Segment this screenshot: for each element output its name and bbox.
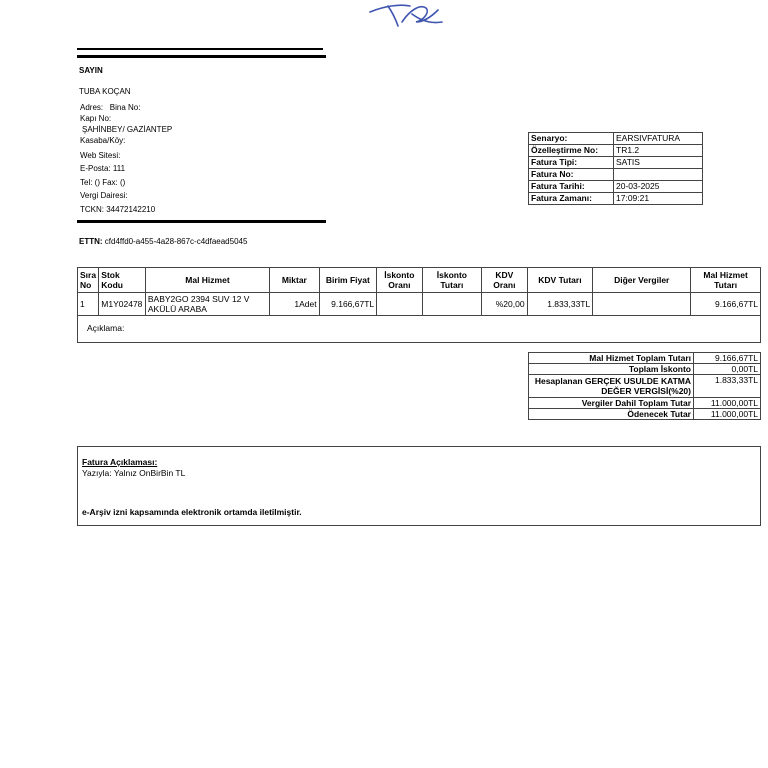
total-value: 11.000,00TL xyxy=(694,398,761,409)
total-key: Mal Hizmet Toplam Tutarı xyxy=(529,353,694,364)
total-value: 11.000,00TL xyxy=(694,409,761,420)
buyer-kapi: Kapı No: xyxy=(80,114,112,123)
info-key: Fatura Tarihi: xyxy=(529,181,614,193)
ettn-value: cfd4ffd0-a455-4a28-867c-c4dfaead5045 xyxy=(104,237,248,246)
cell-diger-vergiler xyxy=(593,293,691,316)
cell-kdv-tutari: 1.833,33TL xyxy=(527,293,593,316)
info-key: Fatura No: xyxy=(529,169,614,181)
cell-mal-hizmet: BABY2GO 2394 SUV 12 V AKÜLÜ ARABA xyxy=(145,293,269,316)
total-key: Ödenecek Tutar xyxy=(529,409,694,420)
info-value: 17:09:21 xyxy=(614,193,703,205)
cell-iskonto-tutari xyxy=(422,293,482,316)
info-value: EARSIVFATURA xyxy=(614,133,703,145)
fatura-aciklamasi-box xyxy=(77,446,761,526)
invoice-info-table xyxy=(528,132,703,205)
col-iskonto-tutari: İskonto Tutarı xyxy=(422,268,482,293)
totals-row xyxy=(529,398,761,409)
col-birim-fiyat: Birim Fiyat xyxy=(319,268,377,293)
info-key: Senaryo: xyxy=(529,133,614,145)
totals-row xyxy=(529,409,761,420)
buyer-tckn: TCKN: 34472142210 xyxy=(80,205,156,214)
info-key: Fatura Tipi: xyxy=(529,157,614,169)
totals-table xyxy=(528,352,761,420)
buyer-bottom-rule xyxy=(77,220,326,223)
ettn-line xyxy=(79,237,247,246)
total-value: 1.833,33TL xyxy=(694,375,761,398)
aciklama-row xyxy=(77,314,761,343)
totals-row xyxy=(529,375,761,398)
top-rule-thin xyxy=(77,48,323,50)
totals-row xyxy=(529,364,761,375)
yaziyla-text: Yazıyla: Yalnız OnBirBin TL xyxy=(82,468,186,478)
info-value: 20-03-2025 xyxy=(614,181,703,193)
total-key: Hesaplanan GERÇEK USULDE KATMA DEĞER VERGİSİ(%20) xyxy=(529,375,694,398)
info-row xyxy=(529,145,703,157)
cell-birim-fiyat: 9.166,67TL xyxy=(319,293,377,316)
col-mal-hizmet-tutari: Mal Hizmet Tutarı xyxy=(691,268,761,293)
totals-row xyxy=(529,353,761,364)
col-miktar: Miktar xyxy=(270,268,319,293)
buyer-web: Web Sitesi: xyxy=(80,151,121,160)
col-sira: Sıra No xyxy=(78,268,99,293)
signature-image xyxy=(366,0,446,32)
info-value: SATIS xyxy=(614,157,703,169)
total-key: Toplam İskonto xyxy=(529,364,694,375)
col-kdv-orani: KDV Oranı xyxy=(482,268,527,293)
info-row xyxy=(529,181,703,193)
buyer-address: Adres: Bina No: xyxy=(80,103,141,112)
info-key: Fatura Zamanı: xyxy=(529,193,614,205)
info-row xyxy=(529,157,703,169)
col-iskonto-orani: İskonto Oranı xyxy=(377,268,422,293)
cell-iskonto-orani xyxy=(377,293,422,316)
total-key: Vergiler Dahil Toplam Tutar xyxy=(529,398,694,409)
table-row xyxy=(78,293,761,316)
buyer-email: E-Posta: 111 xyxy=(80,164,126,173)
buyer-district: ŞAHİNBEY/ GAZİANTEP xyxy=(82,125,173,134)
info-value: TR1.2 xyxy=(614,145,703,157)
sayin-label: SAYIN xyxy=(79,66,103,75)
aciklama-title: Fatura Açıklaması: xyxy=(82,457,158,467)
col-kdv-tutari: KDV Tutarı xyxy=(527,268,593,293)
cell-miktar: 1Adet xyxy=(270,293,319,316)
cell-kdv-orani: %20,00 xyxy=(482,293,527,316)
info-row xyxy=(529,133,703,145)
col-stok: Stok Kodu xyxy=(99,268,146,293)
buyer-name: TUBA KOÇAN xyxy=(79,87,131,96)
info-row xyxy=(529,169,703,181)
cell-sira: 1 xyxy=(78,293,99,316)
items-table xyxy=(77,267,761,316)
aciklama-label: Açıklama: xyxy=(87,323,125,333)
cell-mal-hizmet-tutari: 9.166,67TL xyxy=(691,293,761,316)
buyer-tel: Tel: () Fax: () xyxy=(80,178,126,187)
buyer-kasaba: Kasaba/Köy: xyxy=(80,136,126,145)
buyer-vergi: Vergi Dairesi: xyxy=(80,191,128,200)
col-diger-vergiler: Diğer Vergiler xyxy=(593,268,691,293)
total-value: 9.166,67TL xyxy=(694,353,761,364)
ettn-label: ETTN: xyxy=(79,237,103,246)
items-header-row xyxy=(78,268,761,293)
e-arsiv-note: e-Arşiv izni kapsamında elektronik ortamda iletilmiştir. xyxy=(82,507,302,517)
total-value: 0,00TL xyxy=(694,364,761,375)
info-row xyxy=(529,193,703,205)
info-value xyxy=(614,169,703,181)
top-rule-thick xyxy=(77,55,326,58)
col-mal-hizmet: Mal Hizmet xyxy=(145,268,269,293)
info-key: Özelleştirme No: xyxy=(529,145,614,157)
cell-stok: M1Y02478 xyxy=(99,293,146,316)
